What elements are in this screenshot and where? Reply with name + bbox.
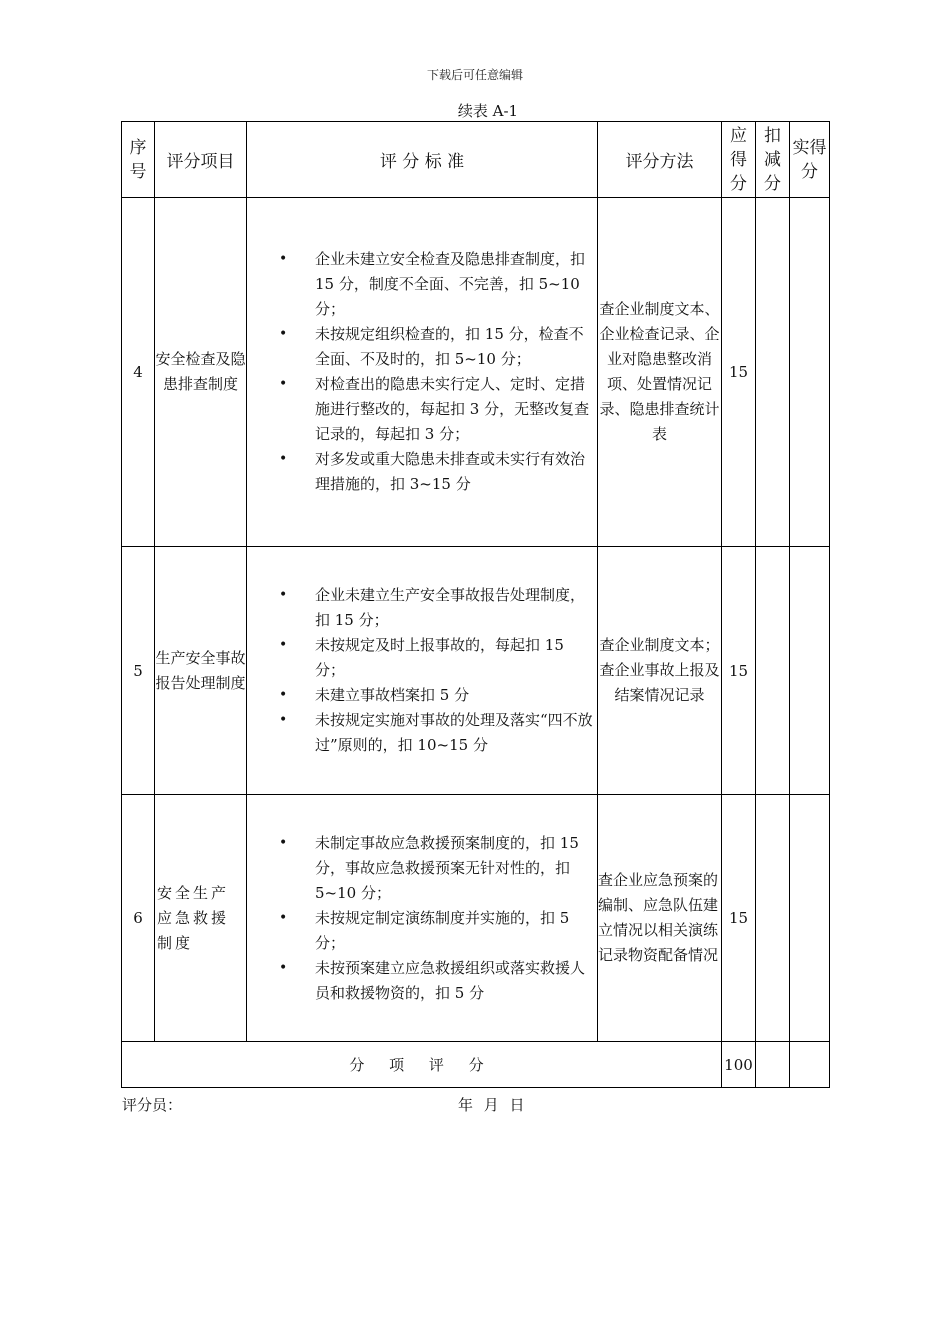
header-method: 评分方法 [598, 122, 722, 198]
date-label: 年 月 日 [458, 1096, 525, 1114]
subtotal-row [122, 1042, 830, 1088]
watermark-text: 下载后可任意编辑 [426, 68, 523, 82]
row-actual-score [790, 198, 830, 547]
subtotal-deduct-score [756, 1042, 790, 1088]
row-item: 安全生产应急救援制度 [155, 795, 247, 1042]
subtotal-label: 分 项 评 分 [122, 1042, 722, 1088]
header-row [122, 122, 830, 198]
row-method: 查企业制度文本、企业检查记录、企业对隐患整改消项、处置情况记录、隐患排查统计表 [598, 198, 722, 547]
subtotal-due-score: 100 [722, 1042, 756, 1088]
header-deduct: 扣减分 [756, 122, 790, 198]
row-no: 4 [122, 198, 155, 547]
row-criteria [247, 547, 598, 795]
row-method: 查企业制度文本；查企业事故上报及结案情况记录 [598, 547, 722, 795]
table-row [122, 795, 830, 1042]
row-actual-score [790, 795, 830, 1042]
row-due-score: 15 [722, 198, 756, 547]
row-method: 查企业应急预案的编制、应急队伍建立情况以相关演练记录物资配备情况 [598, 795, 722, 1042]
header-item: 评分项目 [155, 122, 247, 198]
criteria-item: • 未按规定组织检查的，扣 15 分，检查不全面、不及时的，扣 5~10 分； [275, 322, 597, 372]
row-criteria [247, 795, 598, 1042]
row-deduct-score [756, 547, 790, 795]
table-row [122, 198, 830, 547]
criteria-item: • 对检查出的隐患未实行定人、定时、定措施进行整改的，每起扣 3 分，无整改复查记录的，每起扣 3 分； [275, 372, 597, 447]
row-due-score: 15 [722, 795, 756, 1042]
header-criteria: 评 分 标 准 [247, 122, 598, 198]
criteria-item: • 未制定事故应急救援预案制度的，扣 15 分，事故应急救援预案无针对性的，扣 5~10 分； [275, 831, 597, 906]
header-due: 应得分 [722, 122, 756, 198]
row-deduct-score [756, 198, 790, 547]
row-item: 安全检查及隐患排查制度 [155, 198, 247, 547]
criteria-item: • 企业未建立安全检查及隐患排查制度，扣 15 分，制度不全面、不完善，扣 5~10 分； [275, 247, 597, 322]
table-caption: 续表 A-1 [457, 102, 519, 120]
criteria-item: • 未按规定及时上报事故的，每起扣 15 分； [275, 633, 597, 683]
rater-label: 评分员： [122, 1096, 183, 1114]
criteria-item: • 未按规定实施对事故的处理及落实“四不放过”原则的，扣 10~15 分 [275, 708, 597, 758]
criteria-item: • 企业未建立生产安全事故报告处理制度，扣 15 分； [275, 583, 597, 633]
row-criteria [247, 198, 598, 547]
header-actual: 实得分 [790, 122, 830, 198]
scoring-table [121, 121, 830, 1088]
row-no: 6 [122, 795, 155, 1042]
row-deduct-score [756, 795, 790, 1042]
header-no: 序号 [122, 122, 155, 198]
row-actual-score [790, 547, 830, 795]
criteria-item: • 未按预案建立应急救援组织或落实救援人员和救援物资的，扣 5 分 [275, 956, 597, 1006]
subtotal-actual-score [790, 1042, 830, 1088]
table-row [122, 547, 830, 795]
criteria-item: • 未按规定制定演练制度并实施的，扣 5 分； [275, 906, 597, 956]
criteria-item: • 对多发或重大隐患未排查或未实行有效治理措施的，扣 3~15 分 [275, 447, 597, 497]
criteria-item: • 未建立事故档案扣 5 分 [275, 683, 597, 708]
row-item: 生产安全事故报告处理制度 [155, 547, 247, 795]
row-due-score: 15 [722, 547, 756, 795]
row-no: 5 [122, 547, 155, 795]
